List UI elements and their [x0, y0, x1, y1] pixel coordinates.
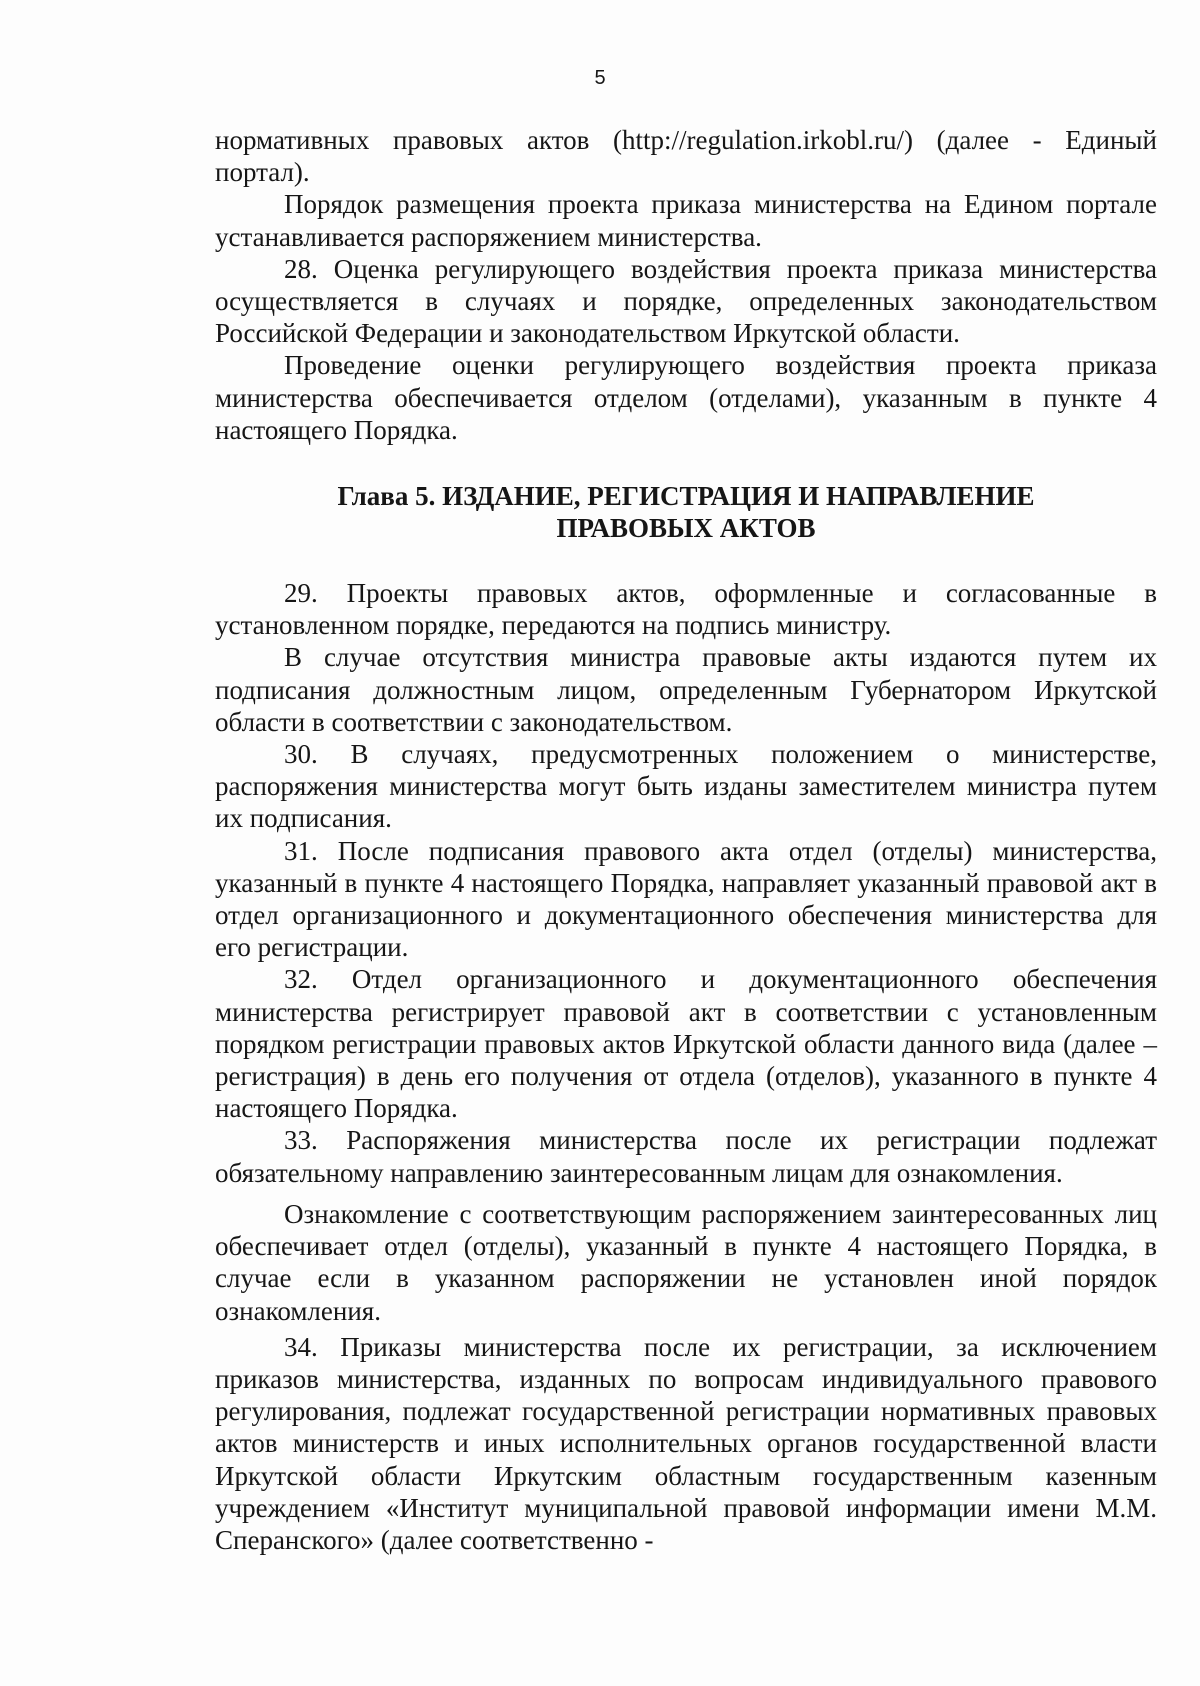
- paragraph-item-30: 30. В случаях, предусмотренных положением о министерстве, распоряжения министерства могут быть изданы заместителем министра путем их подписания.: [215, 739, 1157, 834]
- paragraph: В случае отсутствия министра правовые акты издаются путем их подписания должностным лицом, определенным Губернатором Иркутской области в соответствии с законодательством.: [215, 642, 1157, 737]
- paragraph-item-32: 32. Отдел организационного и документационного обеспечения министерства регистрирует правовой акт в соответствии с установленным порядком регистрации правовых актов Иркутской области данного вида (далее – регистрация) в день его получения от отдела (отделов), указанного в пункте 4 настоящего Порядка.: [215, 964, 1157, 1124]
- document-body: [215, 124, 1157, 1556]
- paragraph: Проведение оценки регулирующего воздействия проекта приказа министерства обеспечивается отделом (отделами), указанным в пункте 4 настоящего Порядка.: [215, 350, 1157, 445]
- paragraph-continuation: нормативных правовых актов (http://regulation.irkobl.ru/) (далее - Единый портал).: [215, 125, 1157, 188]
- chapter-heading-line-1: Глава 5. ИЗДАНИЕ, РЕГИСТРАЦИЯ И НАПРАВЛЕНИЕ: [337, 481, 1035, 512]
- paragraph-item-28: 28. Оценка регулирующего воздействия проекта приказа министерства осуществляется в случаях и порядке, определенных законодательством Российской Федерации и законодательством Иркутской области.: [215, 253, 1157, 349]
- paragraph-item-33: 33. Распоряжения министерства после их регистрации подлежат обязательному направлению заинтересованным лицам для ознакомления.: [215, 1125, 1157, 1188]
- chapter-heading: [215, 480, 1157, 544]
- paragraph-item-29: 29. Проекты правовых актов, оформленные и согласованные в установленном порядке, передаются на подпись министру.: [215, 578, 1157, 641]
- paragraph: Ознакомление с соответствующим распоряжением заинтересованных лиц обеспечивает отдел (отделы), указанный в пункте 4 настоящего Порядка, в случае если в указанном распоряжении не установлен иной порядок ознакомления.: [215, 1198, 1157, 1326]
- page-number: 5: [594, 67, 606, 89]
- paragraph: Порядок размещения проекта приказа министерства на Едином портале устанавливается распоряжением министерства.: [215, 189, 1157, 252]
- paragraph-item-34: 34. Приказы министерства после их регистрации, за исключением приказов министерства, изданных по вопросам индивидуального правового регулирования, подлежат государственной регистрации нормативных правовых актов министерств и иных исполнительных органов государственной власти Иркутской области Иркутским областным государственным казенным учреждением «Институт муниципальной правовой информации имени М.М. Сперанского» (далее соответственно -: [215, 1331, 1157, 1555]
- paragraph-item-31: 31. После подписания правового акта отдел (отделы) министерства, указанный в пункте 4 настоящего Порядка, направляет указанный правовой акт в отдел организационного и документационного обеспечения министерства для его регистрации.: [215, 835, 1157, 963]
- chapter-heading-line-2: ПРАВОВЫХ АКТОВ: [556, 513, 816, 544]
